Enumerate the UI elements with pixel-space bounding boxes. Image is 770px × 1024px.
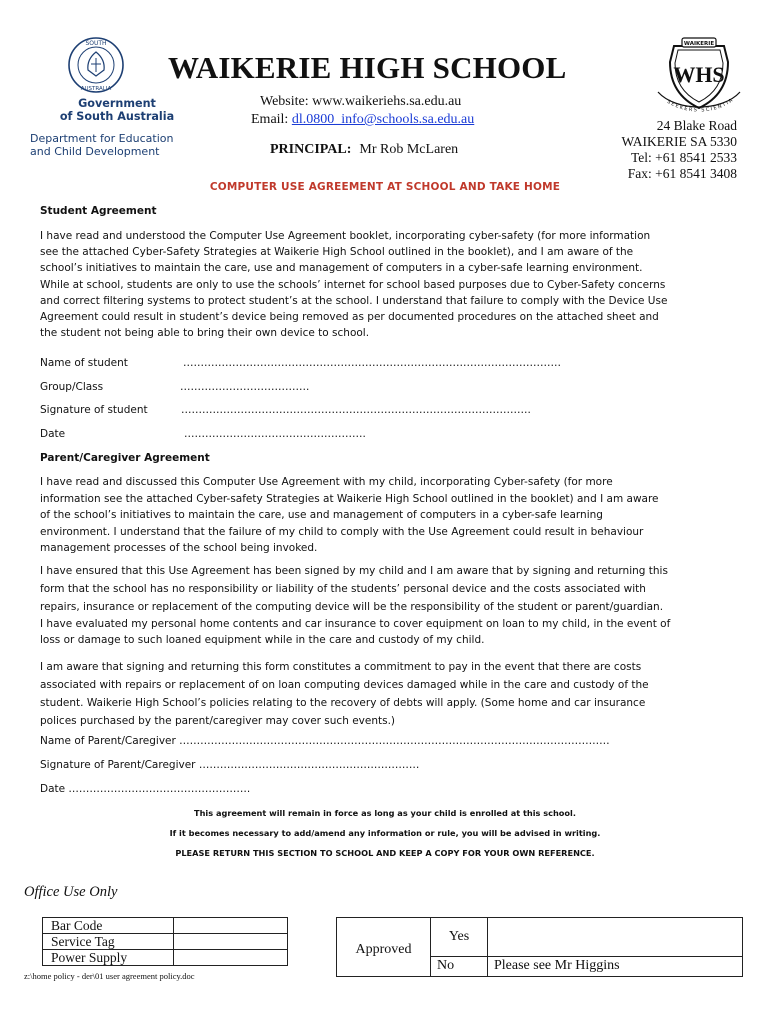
paragraph-line: and correct filtering systems to protect student’s at the school. I understand that failure to comply with the Device Use <box>40 294 668 307</box>
principal-label: PRINCIPAL: <box>270 142 352 157</box>
school-address <box>622 118 738 182</box>
group-class-label: Group/Class <box>40 381 104 393</box>
paragraph-line: Agreement could result in student’s device being removed as per documented procedures on the attached sheet and <box>40 311 659 324</box>
address-town: WAIKERIE SA 5330 <box>621 134 737 149</box>
crest-monogram: WHS <box>673 62 725 87</box>
paragraph-line: I have evaluated my personal home contents and car insurance to cover equipment on loan to my child, in the event of <box>40 618 671 630</box>
bar-code-value-cell[interactable] <box>174 918 288 934</box>
no-label[interactable]: No <box>431 956 488 976</box>
approval-table <box>336 917 743 977</box>
principal-name: Mr Rob McLaren <box>359 142 459 157</box>
crest-text-bottom: AUSTRALIA <box>80 86 112 92</box>
school-website: Website: www.waikeriehs.sa.edu.au <box>260 94 462 109</box>
office-use-table <box>42 917 288 966</box>
group-class-field[interactable]: ………………………………. <box>180 381 310 393</box>
paragraph-line: of the school’s initiatives to maintain the care, use and management of computers in a cyber-safe learning <box>40 509 603 521</box>
return-note: PLEASE RETURN THIS SECTION TO SCHOOL AND KEEP A COPY FOR YOUR OWN REFERENCE. <box>175 848 595 858</box>
paragraph-line: management processes of the school being invoked. <box>40 542 318 554</box>
paragraph-line: loss or damage to such loaned equipment while in the care and custody of my child. <box>40 634 485 646</box>
office-use-heading: Office Use Only <box>24 884 118 900</box>
table-row <box>43 918 288 934</box>
waikerie-school-crest-icon <box>654 36 744 114</box>
svg-text:SEEKERS SCIENTIA <box>666 97 735 114</box>
paragraph-line: the student not being able to bring their own device to school. <box>40 327 370 340</box>
gov-line-2: of South Australia <box>59 110 175 123</box>
enrolment-note: This agreement will remain in force as long as your child is enrolled at this school. <box>194 808 576 818</box>
address-street: 24 Blake Road <box>656 118 737 133</box>
gov-line-1: Government <box>78 97 156 110</box>
school-email <box>251 112 474 128</box>
paragraph-line: I have read and discussed this Computer Use Agreement with my child, incorporating Cyber-safety (for more <box>40 476 613 488</box>
paragraph-line: I have read and understood the Computer Use Agreement booklet, incorporating cyber-safety (for more information <box>40 230 651 242</box>
table-row <box>337 918 743 957</box>
paragraph-line: repairs, insurance or replacement of the computing device will be the responsibility of the student or parent/guardian. <box>40 601 664 613</box>
paragraph-line: I am aware that signing and returning this form constitutes a commitment to pay in the event that there are costs <box>40 661 642 673</box>
parent-agreement-paragraph-2 <box>40 562 734 648</box>
student-agreement-paragraph <box>40 228 734 341</box>
paragraph-line: environment. I understand that the failure of my child to comply with the Use Agreement could result in behaviour <box>40 525 644 538</box>
parent-agreement-heading: Parent/Caregiver Agreement <box>40 452 210 464</box>
paragraph-line: form that the school has no responsibility or liability of the students’ personal device and the costs associated with <box>40 583 646 595</box>
yes-label[interactable]: Yes <box>431 918 488 957</box>
sa-piping-shrike-crest-icon <box>67 36 125 94</box>
department-name <box>30 133 190 158</box>
name-of-parent-field[interactable]: Name of Parent/Caregiver …………………………………………………………………………………………………………… <box>40 735 610 747</box>
principal-line <box>270 142 458 158</box>
paragraph-line: polices purchased by the parent/caregiver may cover such events.) <box>40 715 396 727</box>
see-mr-higgins-note: Please see Mr Higgins <box>488 956 743 976</box>
service-tag-value-cell[interactable] <box>174 934 288 950</box>
signature-of-student-label: Signature of student <box>40 404 148 416</box>
email-label: Email: <box>251 112 292 127</box>
crest-text-top: SOUTH <box>85 40 107 47</box>
power-supply-label: Power Supply <box>43 950 174 966</box>
agreement-heading: COMPUTER USE AGREEMENT AT SCHOOL AND TAKE HOME <box>209 181 561 193</box>
address-tel: Tel: +61 8541 2533 <box>630 150 737 165</box>
paragraph-line: school’s initiatives to maintain the care, use and management of computers in a cyber-safe learning environment. <box>40 262 643 275</box>
name-of-student-label: Name of student <box>40 357 128 369</box>
paragraph-line: I have ensured that this Use Agreement has been signed by my child and I am aware that by signing and returning this <box>40 565 668 577</box>
dept-line-1: Department for Education <box>30 132 174 145</box>
table-row <box>43 934 288 950</box>
bar-code-label: Bar Code <box>43 918 174 934</box>
power-supply-value-cell[interactable] <box>174 950 288 966</box>
parent-agreement-paragraph-1 <box>40 474 734 557</box>
paragraph-line: While at school, students are only to use the schools’ internet for school based purposes due to Cyber-Safety concerns <box>40 278 666 291</box>
student-date-label: Date <box>40 428 66 440</box>
school-name-title: WAIKERIE HIGH SCHOOL <box>168 50 567 85</box>
crest-motto: SEEKERS SCIENTIA <box>665 96 736 114</box>
address-fax: Fax: +61 8541 3408 <box>627 166 737 181</box>
approved-label: Approved <box>337 918 431 977</box>
parent-agreement-paragraph-3 <box>40 658 734 730</box>
yes-note-cell[interactable] <box>488 918 743 957</box>
paragraph-line: see the attached Cyber-Safety Strategies at Waikerie High School outlined in the booklet), and I am aware of the <box>40 246 634 259</box>
email-link[interactable]: dl.0800_info@schools.sa.edu.au <box>291 112 475 127</box>
paragraph-line: information see the attached Cyber-safety Strategies at Waikerie High School outlined in the booklet) and I am aware <box>40 492 659 505</box>
paragraph-line: associated with repairs or replacement of on loan computing devices damaged while in the care and custody of the <box>40 679 649 691</box>
table-row <box>43 950 288 966</box>
paragraph-line: student. Waikerie High School’s policies relating to the recovery of debts will apply. (Some home and car insurance <box>40 697 646 709</box>
amendment-note: If it becomes necessary to add/amend any information or rule, you will be advised in writing. <box>169 828 601 838</box>
service-tag-label: Service Tag <box>43 934 174 950</box>
signature-of-student-field[interactable]: ………………………………………………………………………………………. <box>181 404 531 416</box>
dept-line-2: and Child Development <box>30 144 160 158</box>
name-of-student-field[interactable]: ……………………………………………………………………………………………… <box>183 357 561 369</box>
signature-of-parent-field[interactable]: Signature of Parent/Caregiver ……………………………………………………… <box>40 759 420 771</box>
government-name <box>42 97 192 123</box>
parent-date-field[interactable]: Date ……………………………………………. <box>40 783 251 795</box>
crest-banner-top: WAIKERIE <box>683 41 715 47</box>
document-file-path: z:\home policy - der\01 user agreement policy.doc <box>24 971 195 981</box>
student-agreement-heading: Student Agreement <box>40 205 157 217</box>
student-date-field[interactable]: ……………………………………………. <box>184 428 366 440</box>
